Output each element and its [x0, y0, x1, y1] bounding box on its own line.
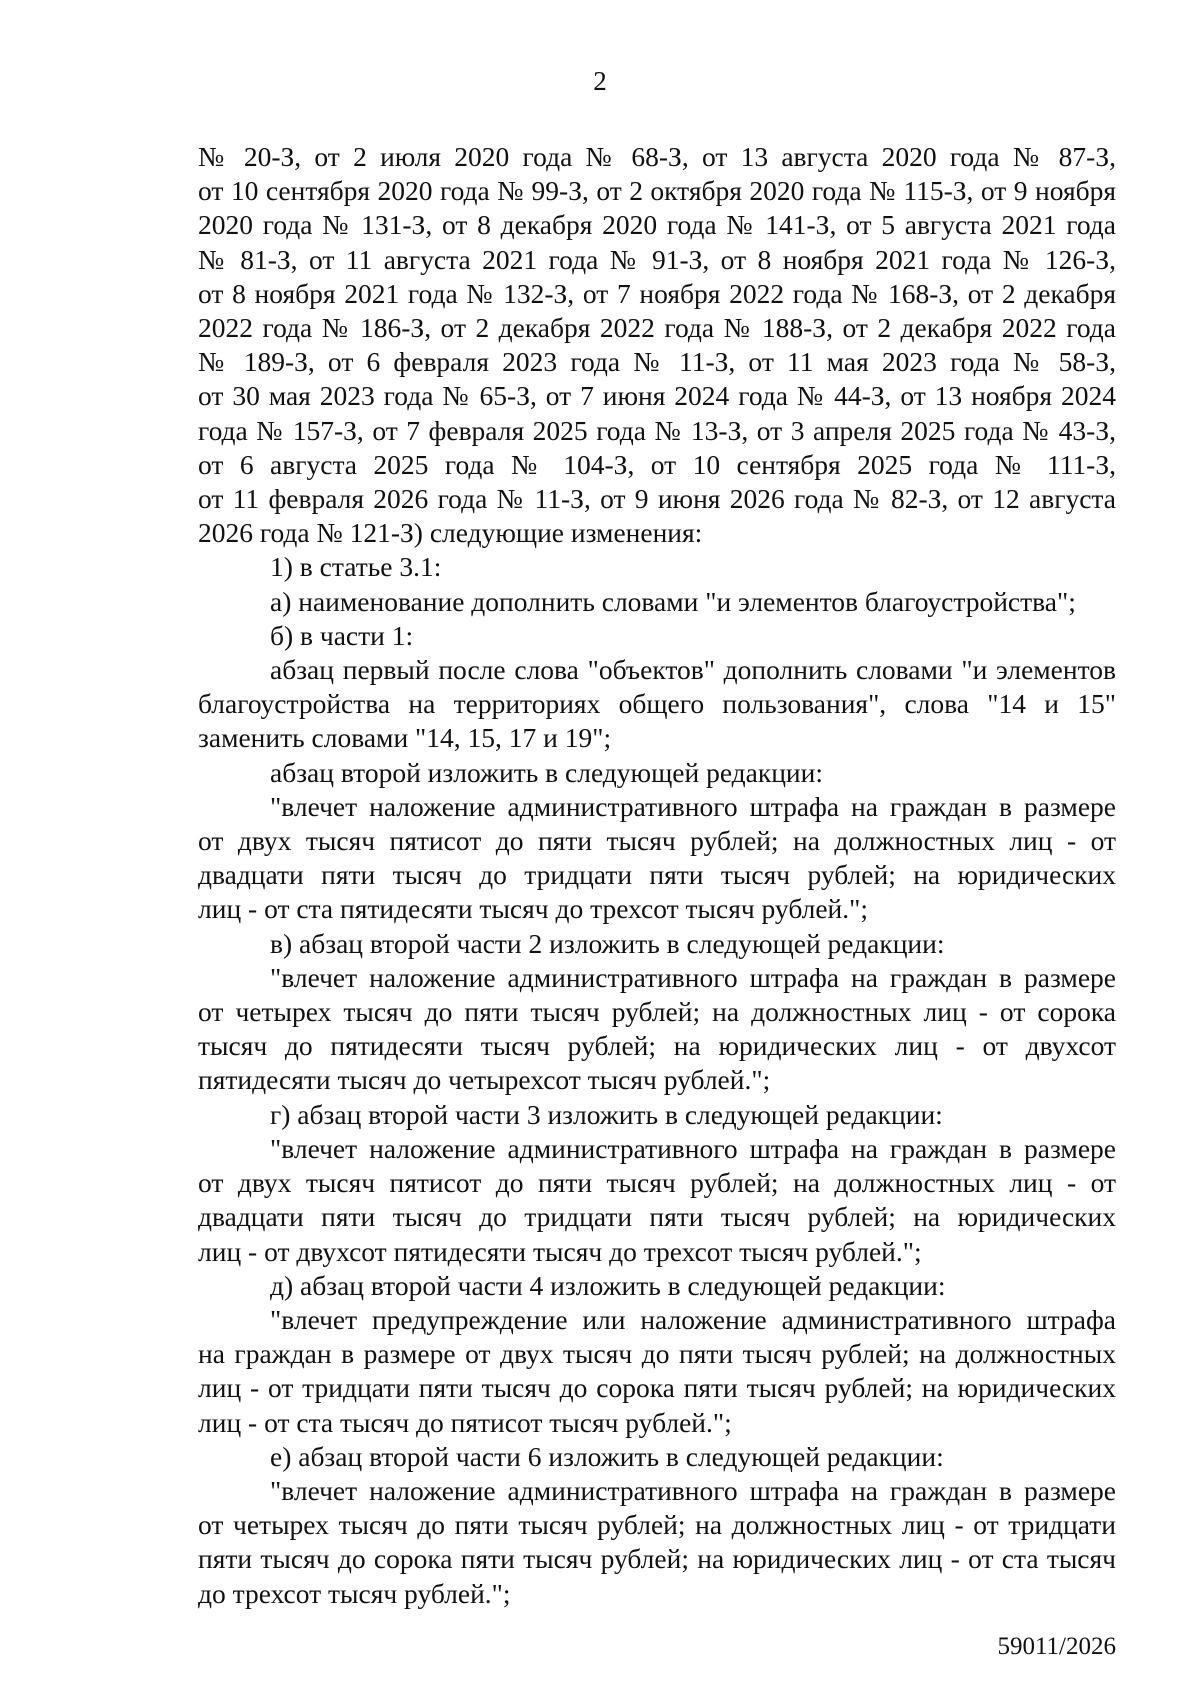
- text-line: от четырех тысяч до пяти тысяч рублей; на должностных лиц - от тридцати: [198, 1509, 1116, 1541]
- text-line: года № 157-З, от 7 февраля 2025 года № 13-З, от 3 апреля 2025 года № 43-З,: [198, 414, 1116, 446]
- text-line: абзац второй изложить в следующей редакции:: [270, 756, 824, 788]
- text-line: № 81-З, от 11 августа 2021 года № 91-З, от 8 ноября 2021 года № 126-З,: [198, 243, 1116, 275]
- text-line: благоустройства на территориях общего пользования", слова "14 и 15": [198, 688, 1116, 720]
- text-line: абзац первый после слова "объектов" дополнить словами "и элементов: [270, 654, 1116, 686]
- document-body: [198, 140, 1116, 1611]
- text-line: е) абзац второй части 6 изложить в следующей редакции:: [270, 1440, 944, 1472]
- text-line: лиц - от ста пятидесяти тысяч до трехсот тысяч рублей.";: [198, 893, 869, 925]
- text-line: тысяч до пятидесяти тысяч рублей; на юридических лиц - от двухсот: [198, 1030, 1116, 1062]
- text-line: лиц - от тридцати пяти тысяч до сорока пяти тысяч рублей; на юридических: [198, 1372, 1116, 1404]
- text-line: 2026 года № 121-З) следующие изменения:: [198, 517, 703, 549]
- text-line: 2022 года № 186-З, от 2 декабря 2022 года № 188-З, от 2 декабря 2022 года: [198, 312, 1116, 344]
- text-line: двадцати пяти тысяч до тридцати пяти тысяч рублей; на юридических: [198, 859, 1116, 891]
- text-line: пятидесяти тысяч до четырехсот тысяч рублей.";: [198, 1064, 771, 1096]
- text-line: от 11 февраля 2026 года № 11-З, от 9 июня 2026 года № 82-З, от 12 августа: [198, 483, 1116, 515]
- text-line: б) в части 1:: [270, 619, 414, 651]
- text-line: в) абзац второй части 2 изложить в следующей редакции:: [270, 927, 945, 959]
- text-line: заменить словами "14, 15, 17 и 19";: [198, 722, 612, 754]
- page-number: 2: [593, 66, 607, 96]
- text-line: двадцати пяти тысяч до тридцати пяти тысяч рублей; на юридических: [198, 1201, 1116, 1233]
- text-line: от 30 мая 2023 года № 65-З, от 7 июня 2024 года № 44-З, от 13 ноября 2024: [198, 380, 1116, 412]
- text-line: а) наименование дополнить словами "и элементов благоустройства";: [270, 585, 1076, 617]
- text-line: "влечет наложение административного штрафа на граждан в размере: [270, 1474, 1116, 1506]
- text-line: г) абзац второй части 3 изложить в следующей редакции:: [270, 1098, 943, 1130]
- text-line: лиц - от двухсот пятидесяти тысяч до трехсот тысяч рублей.";: [198, 1235, 922, 1267]
- text-line: до трехсот тысяч рублей.";: [198, 1577, 511, 1609]
- text-line: "влечет наложение административного штрафа на граждан в размере: [270, 1132, 1116, 1164]
- text-line: д) абзац второй части 4 изложить в следующей редакции:: [270, 1269, 946, 1301]
- text-line: от 8 ноября 2021 года № 132-З, от 7 ноября 2022 года № 168-З, от 2 декабря: [198, 277, 1116, 309]
- document-code: 59011/2026: [997, 1633, 1116, 1660]
- text-line: № 20-З, от 2 июля 2020 года № 68-З, от 13 августа 2020 года № 87-З,: [198, 141, 1116, 172]
- text-line: от 6 августа 2025 года № 104-З, от 10 сентября 2025 года № 111-З,: [198, 448, 1116, 480]
- text-line: "влечет наложение административного штрафа на граждан в размере: [270, 790, 1116, 822]
- text-line: № 189-З, от 6 февраля 2023 года № 11-З, от 11 мая 2023 года № 58-З,: [198, 346, 1116, 378]
- text-line: от четырех тысяч до пяти тысяч рублей; на должностных лиц - от сорока: [198, 996, 1116, 1028]
- text-line: от двух тысяч пятисот до пяти тысяч рублей; на должностных лиц - от: [198, 1167, 1116, 1199]
- text-line: 1) в статье 3.1:: [270, 551, 442, 583]
- text-line: "влечет наложение административного штрафа на граждан в размере: [270, 961, 1116, 993]
- text-line: "влечет предупреждение или наложение административного штрафа: [270, 1303, 1116, 1335]
- text-line: лиц - от ста тысяч до пятисот тысяч рублей.";: [198, 1406, 732, 1438]
- text-line: на граждан в размере от двух тысяч до пяти тысяч рублей; на должностных: [198, 1338, 1116, 1370]
- text-line: от двух тысяч пятисот до пяти тысяч рублей; на должностных лиц - от: [198, 825, 1116, 857]
- text-line: 2020 года № 131-З, от 8 декабря 2020 года № 141-З, от 5 августа 2021 года: [198, 209, 1116, 241]
- text-line: пяти тысяч до сорока пяти тысяч рублей; на юридических лиц - от ста тысяч: [198, 1543, 1116, 1575]
- text-line: от 10 сентября 2020 года № 99-З, от 2 октября 2020 года № 115-З, от 9 ноября: [198, 175, 1116, 207]
